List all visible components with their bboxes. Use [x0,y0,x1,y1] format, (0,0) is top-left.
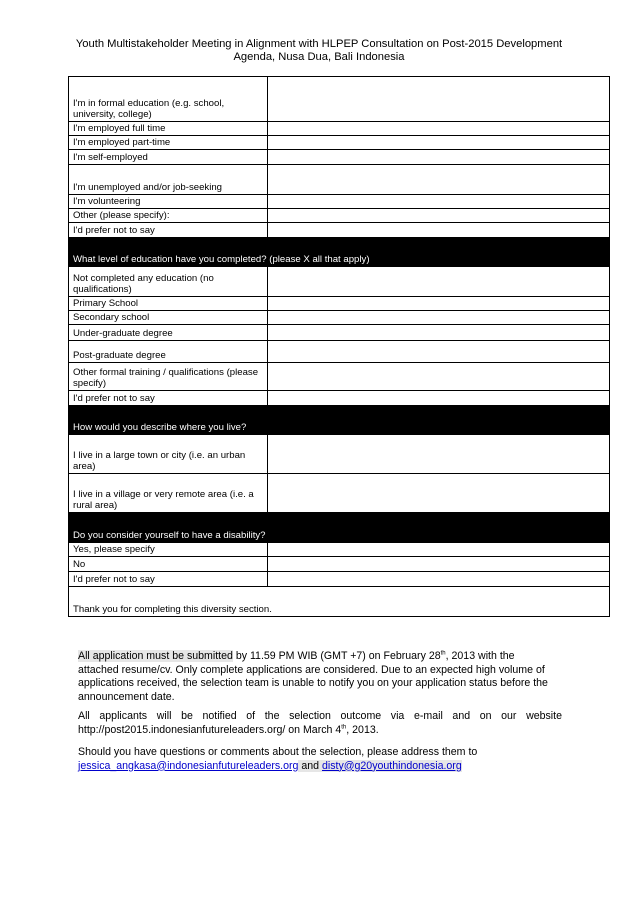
contact-line-1: Should you have questions or comments about the selection, please address them to [78,746,478,758]
option-label: I'm in formal education (e.g. school, university, college) [69,77,268,122]
answer-cell[interactable] [268,543,610,557]
diversity-form-table [68,76,610,617]
notification-note [78,710,562,737]
contact-note [78,746,562,773]
answer-cell[interactable] [268,165,610,195]
option-label: I'm employed part-time [69,136,268,150]
option-label: I live in a village or very remote area (i.e. a rural area) [69,474,268,513]
option-label: I'm unemployed and/or job-seeking [69,165,268,195]
form-row [69,543,610,557]
contact-line-2: jessica_angkasa@indonesianfutureleaders.org and disty@g20youthindonesia.org [78,759,462,772]
answer-cell[interactable] [268,325,610,341]
form-row [69,209,610,223]
option-label: Other (please specify): [69,209,268,223]
note-line-1: All application must be submitted by 11.59 PM WIB (GMT +7) on February 28th, 2013 with the [78,650,515,662]
email-link-jessica[interactable]: jessica_angkasa@indonesianfutureleaders.org [78,759,299,772]
form-row [69,557,610,572]
form-row [69,363,610,391]
option-label: Under-graduate degree [69,325,268,341]
form-row [69,77,610,122]
answer-cell[interactable] [268,136,610,150]
answer-cell[interactable] [268,267,610,297]
answer-cell[interactable] [268,572,610,587]
header-line-1: Youth Multistakeholder Meeting in Alignment with HLPEP Consultation on Post-2015 Development [75,38,563,50]
option-label: I'm volunteering [69,195,268,209]
answer-cell[interactable] [268,341,610,363]
option-label: I live in a large town or city (i.e. an urban area) [69,435,268,474]
header-line-2: Agenda, Nusa Dua, Bali Indonesia [233,51,405,63]
answer-cell[interactable] [268,150,610,165]
form-row [69,195,610,209]
form-row [69,311,610,325]
form-row [69,136,610,150]
note-line-2: attached resume/cv. Only complete applications are considered. Due to an expected high volume of [78,663,545,676]
option-label: I'm self-employed [69,150,268,165]
email-link-disty[interactable]: disty@g20youthindonesia.org [321,759,462,772]
form-row [69,325,610,341]
form-row [69,297,610,311]
answer-cell[interactable] [268,223,610,238]
option-label: I'm employed full time [69,122,268,136]
form-row [69,435,610,474]
note-line-3: applications received, the selection team is unable to notify you on your application status before the [78,677,548,690]
form-row [69,150,610,165]
answer-cell[interactable] [268,474,610,513]
form-row [69,572,610,587]
form-row [69,267,610,297]
option-label: Secondary school [69,311,268,325]
option-label: I'd prefer not to say [69,572,268,587]
form-row [69,223,610,238]
form-row [69,165,610,195]
answer-cell[interactable] [268,363,610,391]
option-label: Post-graduate degree [69,341,268,363]
form-row [69,474,610,513]
section-question: Do you consider yourself to have a disability? [69,513,610,543]
form-row [69,587,610,617]
section-header-row [69,238,610,267]
answer-cell[interactable] [268,209,610,223]
section-header-row [69,513,610,543]
option-label: Primary School [69,297,268,311]
option-label: Not completed any education (no qualifications) [69,267,268,297]
option-label: I'd prefer not to say [69,223,268,238]
form-row [69,341,610,363]
option-label: Other formal training / qualifications (please specify) [69,363,268,391]
note-line-4: announcement date. [78,690,175,703]
option-label: No [69,557,268,572]
notification-line-2: http://post2015.indonesianfutureleaders.org/ on March 4th, 2013. [78,723,379,736]
form-row [69,122,610,136]
answer-cell[interactable] [268,122,610,136]
answer-cell[interactable] [268,311,610,325]
answer-cell[interactable] [268,297,610,311]
document-header [0,38,638,64]
option-label: Yes, please specify [69,543,268,557]
section-header-row [69,406,610,435]
notification-line-1: All applicants will be notified of the selection outcome via e-mail and on our website [78,710,562,722]
section-question: How would you describe where you live? [69,406,610,435]
answer-cell[interactable] [268,391,610,406]
section-question: What level of education have you completed? (please X all that apply) [69,238,610,267]
answer-cell[interactable] [268,77,610,122]
answer-cell[interactable] [268,557,610,572]
website-url: http://post2015.indonesianfutureleaders.org/ on March 4 [78,723,342,736]
answer-cell[interactable] [268,195,610,209]
option-label: Thank you for completing this diversity section. [69,587,610,617]
note-highlight: All application must be submitted [78,650,233,662]
form-row [69,391,610,406]
answer-cell[interactable] [268,435,610,474]
option-label: I'd prefer not to say [69,391,268,406]
submission-note [78,650,562,704]
